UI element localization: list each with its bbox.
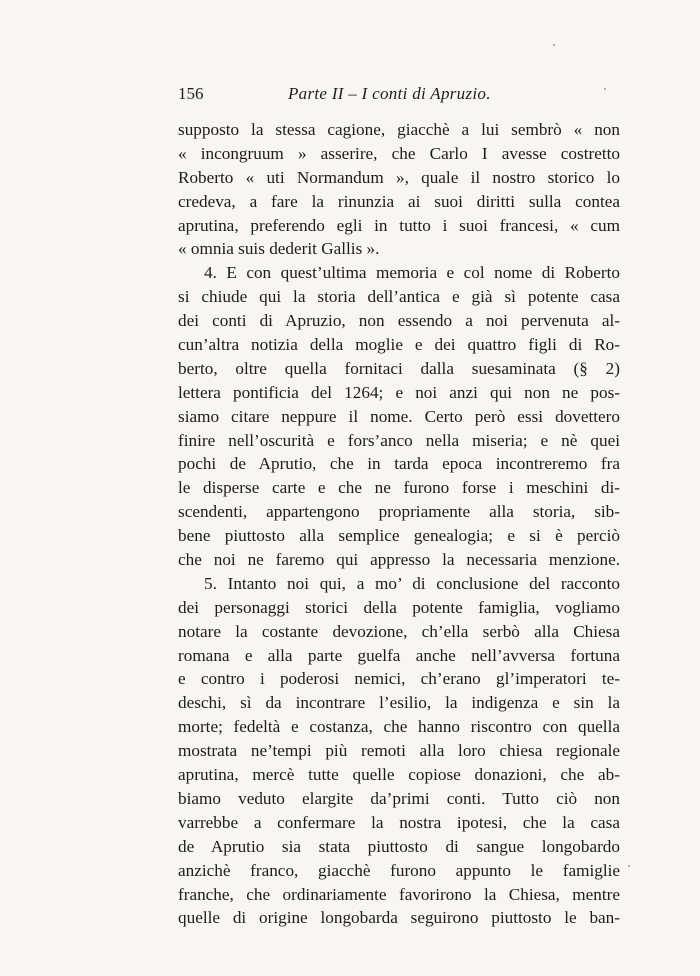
text-line: scendenti, appartengono propriamente alla storia, sib- (178, 502, 620, 522)
text-line: varrebbe a confermare la nostra ipotesi, che la casa (178, 812, 620, 832)
text-line: franche, che ordinariamente favorirono la Chiesa, mentre (178, 884, 620, 904)
text-line: finire nell’oscurità e fors’anco nella miseria; e nè quei (178, 430, 620, 450)
text-line: romana e alla parte guelfa anche nell’avversa fortuna (178, 645, 620, 665)
text-line: 5. Intanto noi qui, a mo’ di conclusione del racconto (204, 573, 620, 593)
paper-speck (604, 88, 606, 90)
text-line: bene piuttosto alla semplice genealogia; e si è perciò (178, 526, 620, 546)
text-line: Roberto « uti Normandum », quale il nostro storico lo (178, 167, 620, 187)
page-number: 156 (178, 84, 204, 103)
text-line: le disperse carte e che ne furono forse i meschini di- (178, 478, 620, 498)
text-line: si chiude qui la storia dell’antica e già sì potente casa (178, 287, 620, 307)
page-header (178, 84, 620, 108)
text-line: quelle di origine longobarda seguirono piuttosto le ban- (178, 908, 620, 928)
text-line: pochi de Aprutio, che in tarda epoca incontreremo fra (178, 454, 620, 474)
text-line: notare la costante devozione, ch’ella serbò alla Chiesa (178, 621, 620, 641)
text-line: credeva, a fare la rinunzia ai suoi diritti sulla contea (178, 191, 620, 211)
text-line: aprutina, preferendo egli in tutto i suoi francesi, « cum (178, 215, 620, 235)
body-text (178, 118, 620, 930)
text-line: anzichè franco, giacchè furono appunto le famiglie (178, 860, 620, 880)
text-line: lettera pontificia del 1264; e noi anzi qui non ne pos- (178, 382, 620, 402)
text-line: e contro i poderosi nemici, ch’erano gl’imperatori te- (178, 669, 620, 689)
paper-speck (628, 865, 630, 867)
text-line: 4. E con quest’ultima memoria e col nome di Roberto (204, 263, 620, 283)
text-line: siamo citare neppure il nome. Certo però essi dovettero (178, 406, 620, 426)
text-line: « omnia suis dederit Gallis ». (178, 239, 380, 259)
text-line: biamo veduto elargite da’primi conti. Tutto ciò non (178, 788, 620, 808)
text-line: « incongruum » asserire, che Carlo I avesse costretto (178, 143, 620, 163)
text-line: de Aprutio sia stata piuttosto di sangue longobardo (178, 836, 620, 856)
text-line: cun’altra notizia della moglie e dei quattro figli di Ro- (178, 335, 620, 355)
text-line: supposto la stessa cagione, giacchè a lui sembrò « non (178, 120, 620, 139)
running-title: Parte II – I conti di Apruzio. (288, 84, 491, 103)
text-line: dei conti di Apruzio, non essendo a noi pervenuta al- (178, 311, 620, 331)
text-line: mostrata ne’tempi più remoti alla loro chiesa regionale (178, 741, 620, 761)
text-line: berto, oltre quella fornitaci dalla suesaminata (§ 2) (178, 358, 620, 378)
paper-speck (553, 44, 555, 46)
text-line: dei personaggi storici della potente famiglia, vogliamo (178, 597, 620, 617)
text-line: deschi, sì da incontrare l’esilio, la indigenza e sin la (178, 693, 620, 713)
text-line: aprutina, mercè tutte quelle copiose donazioni, che ab- (178, 765, 620, 785)
text-line: che noi ne faremo qui appresso la necessaria menzione. (178, 550, 620, 570)
text-line: morte; fedeltà e costanza, che hanno riscontro con quella (178, 717, 620, 737)
